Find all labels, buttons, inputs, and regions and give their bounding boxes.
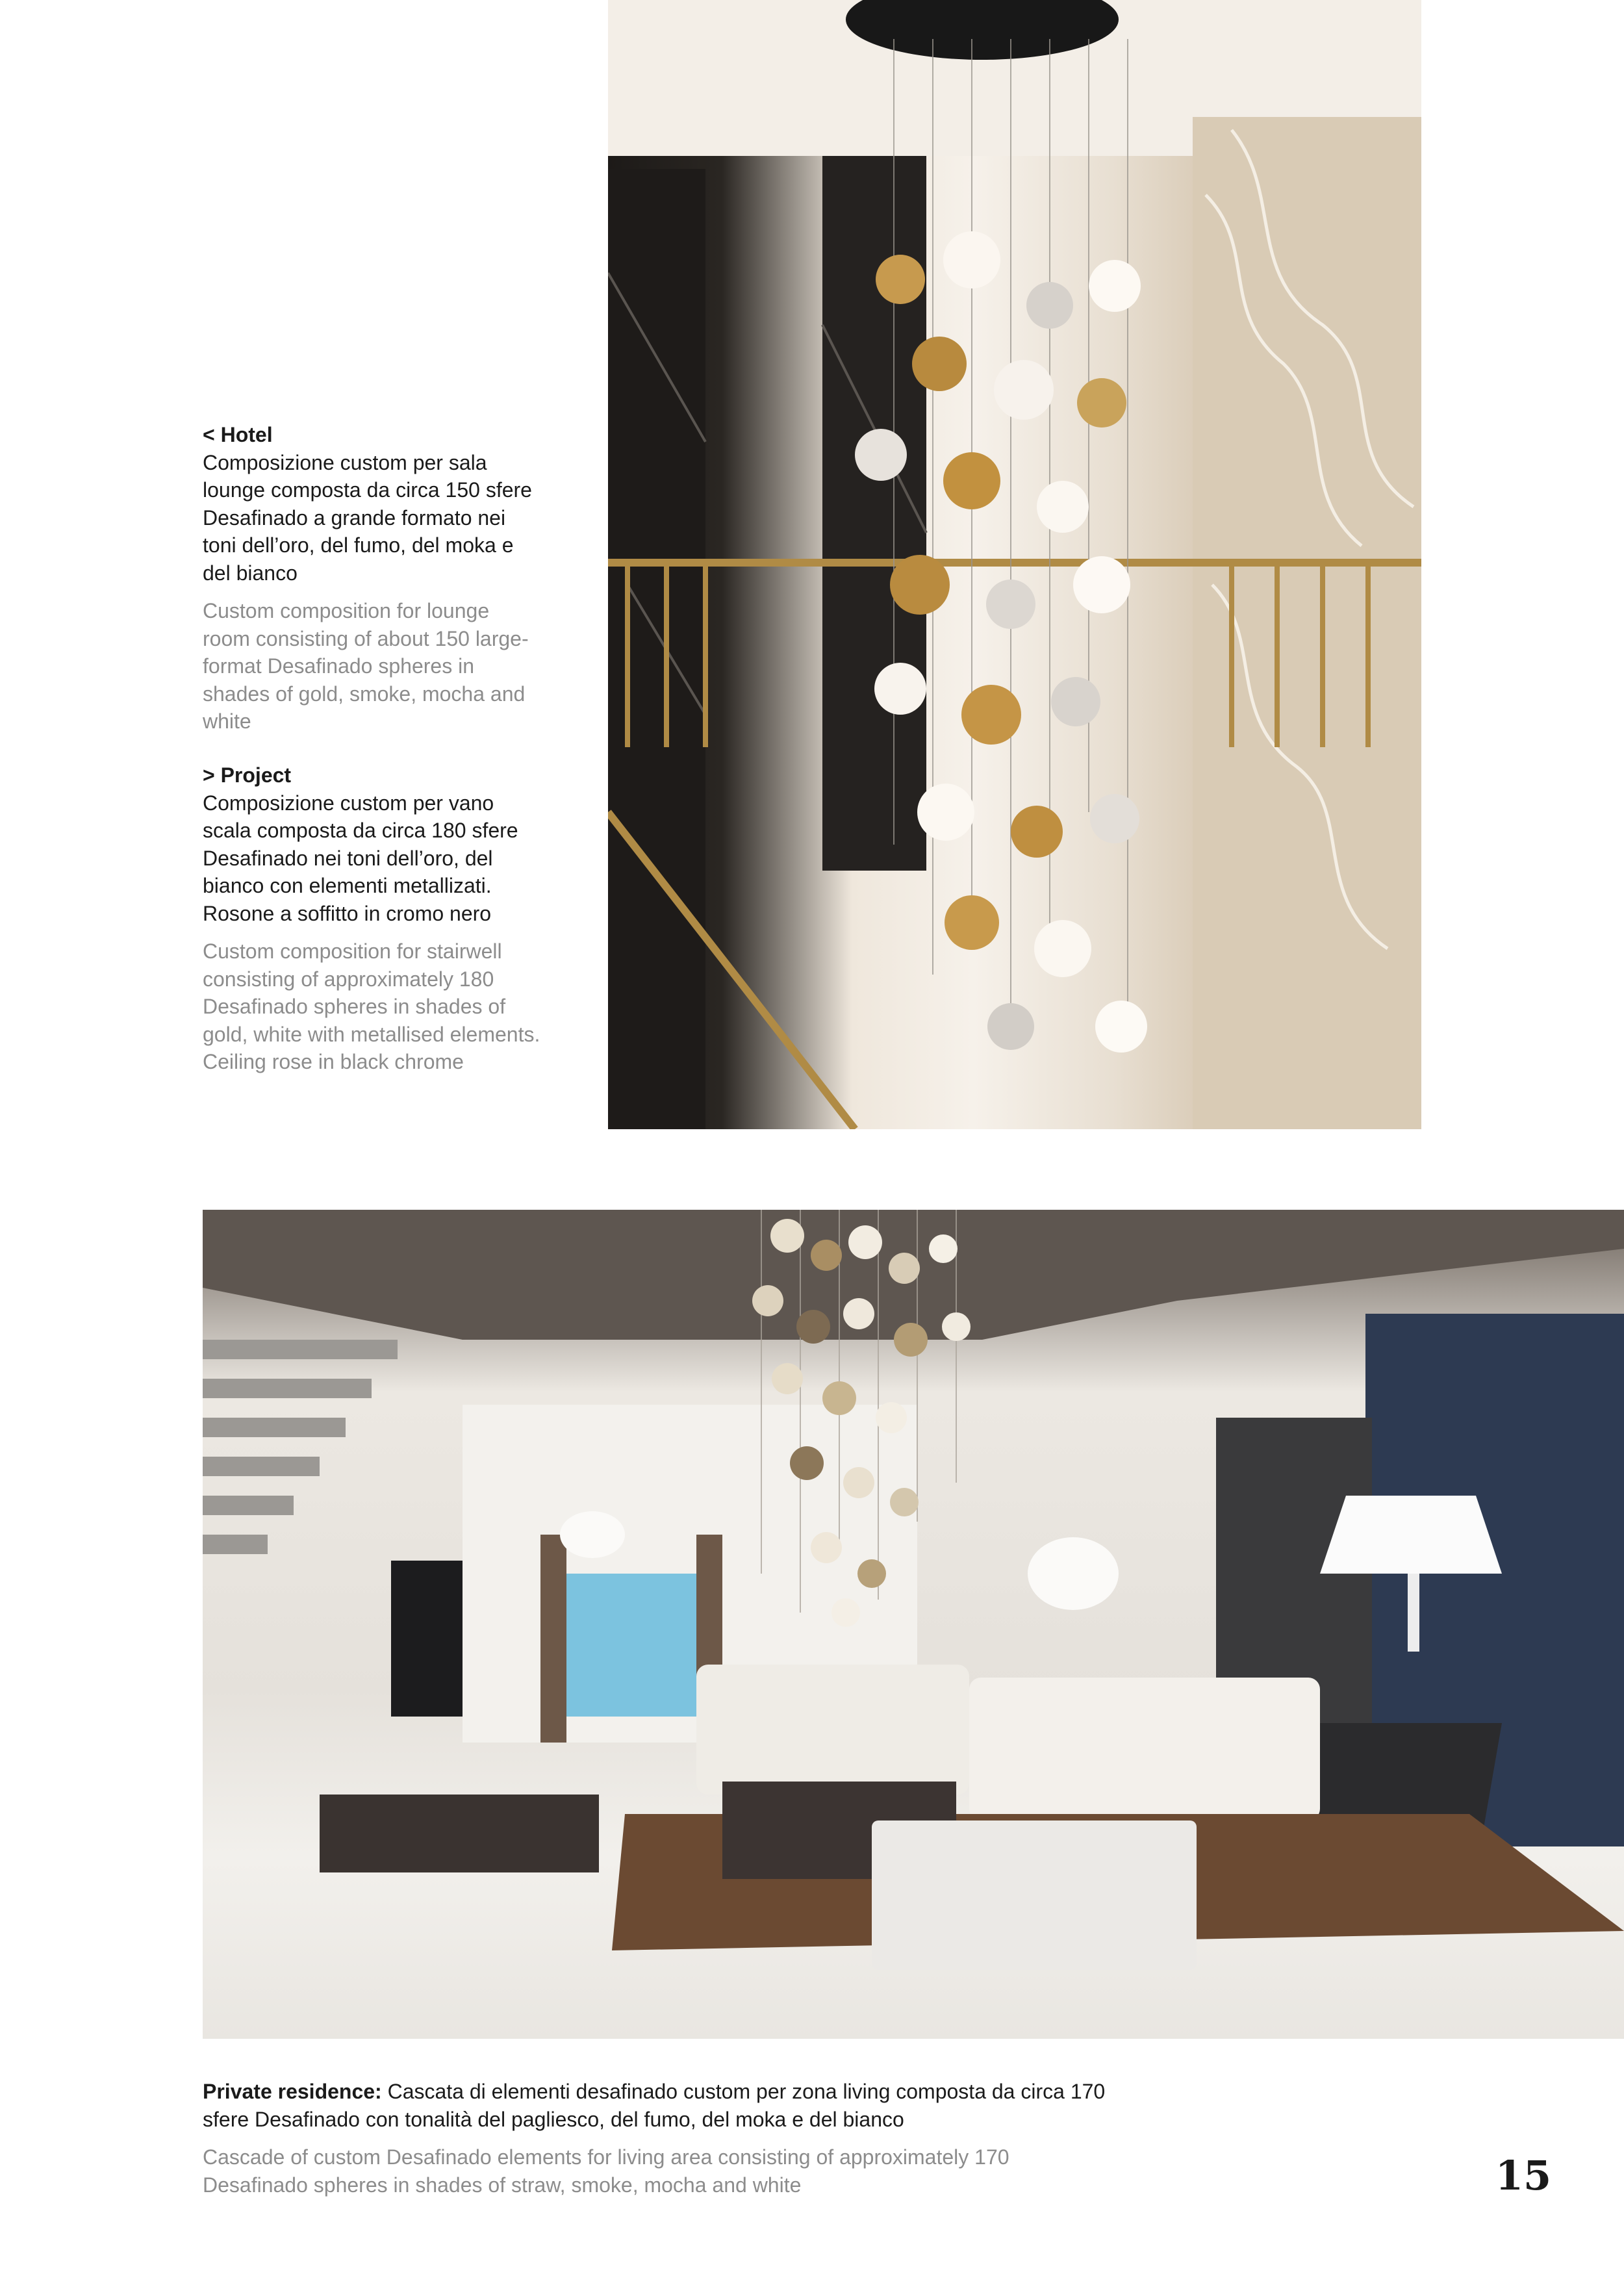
window xyxy=(566,1574,696,1717)
project-caption-english: Custom composition for stairwell consisting of approximately 180 Desafinado spheres in shades of gold, white with metallised elements. Ceiling rose in black chrome xyxy=(203,939,540,1073)
television xyxy=(391,1561,463,1717)
hotel-caption xyxy=(203,421,540,735)
hotel-caption-heading: < Hotel xyxy=(203,423,273,446)
table-lamp xyxy=(1320,1496,1502,1574)
hotel-caption-italian: Composizione custom per sala lounge composta da circa 150 sfere Desafinado a grande formato nei toni dell’oro, del fumo, del moka e del bianco xyxy=(203,450,532,585)
page-number: 15 xyxy=(1495,2152,1552,2199)
ottoman xyxy=(872,1820,1197,1970)
private-residence-italian-line xyxy=(203,2078,1112,2133)
stairwell-chandelier-photo xyxy=(608,0,1421,1129)
staircase xyxy=(203,1340,398,1554)
project-caption-heading: > Project xyxy=(203,763,292,787)
wave-wall-panel xyxy=(1193,117,1421,1129)
gold-handrail xyxy=(608,559,1421,567)
marble-wall-left xyxy=(608,169,705,1129)
private-residence-caption xyxy=(203,2078,1112,2199)
sofa-left xyxy=(696,1665,969,1795)
stairwell-chandelier-illustration xyxy=(608,0,1421,1129)
private-residence-heading: Private residence: xyxy=(203,2080,382,2103)
tv-console xyxy=(320,1795,599,1872)
private-residence-italian: Cascata di elementi desafinado custom per zona living composta da circa 170 sfere Desafinado con tonalità del pagliesco, del fumo, del moka e del bianco xyxy=(203,2080,1106,2131)
project-caption-italian: Composizione custom per vano scala composta da circa 180 sfere Desafinado nei toni dell’oro, del bianco con elementi metallizati. Rosone a soffitto in cromo nero xyxy=(203,791,518,925)
project-caption xyxy=(203,761,540,1076)
hotel-caption-english: Custom composition for lounge room consisting of about 150 large-format Desafinado spheres in shades of gold, smoke, mocha and white xyxy=(203,599,529,733)
private-residence-english: Cascade of custom Desafinado elements for living area consisting of approximately 170 Desafinado spheres in shades of straw, smoke, mocha and white xyxy=(203,2145,1009,2197)
sofa-right xyxy=(969,1678,1320,1820)
living-room-cascade-photo xyxy=(203,1210,1624,2039)
living-room-illustration xyxy=(203,1210,1624,2039)
